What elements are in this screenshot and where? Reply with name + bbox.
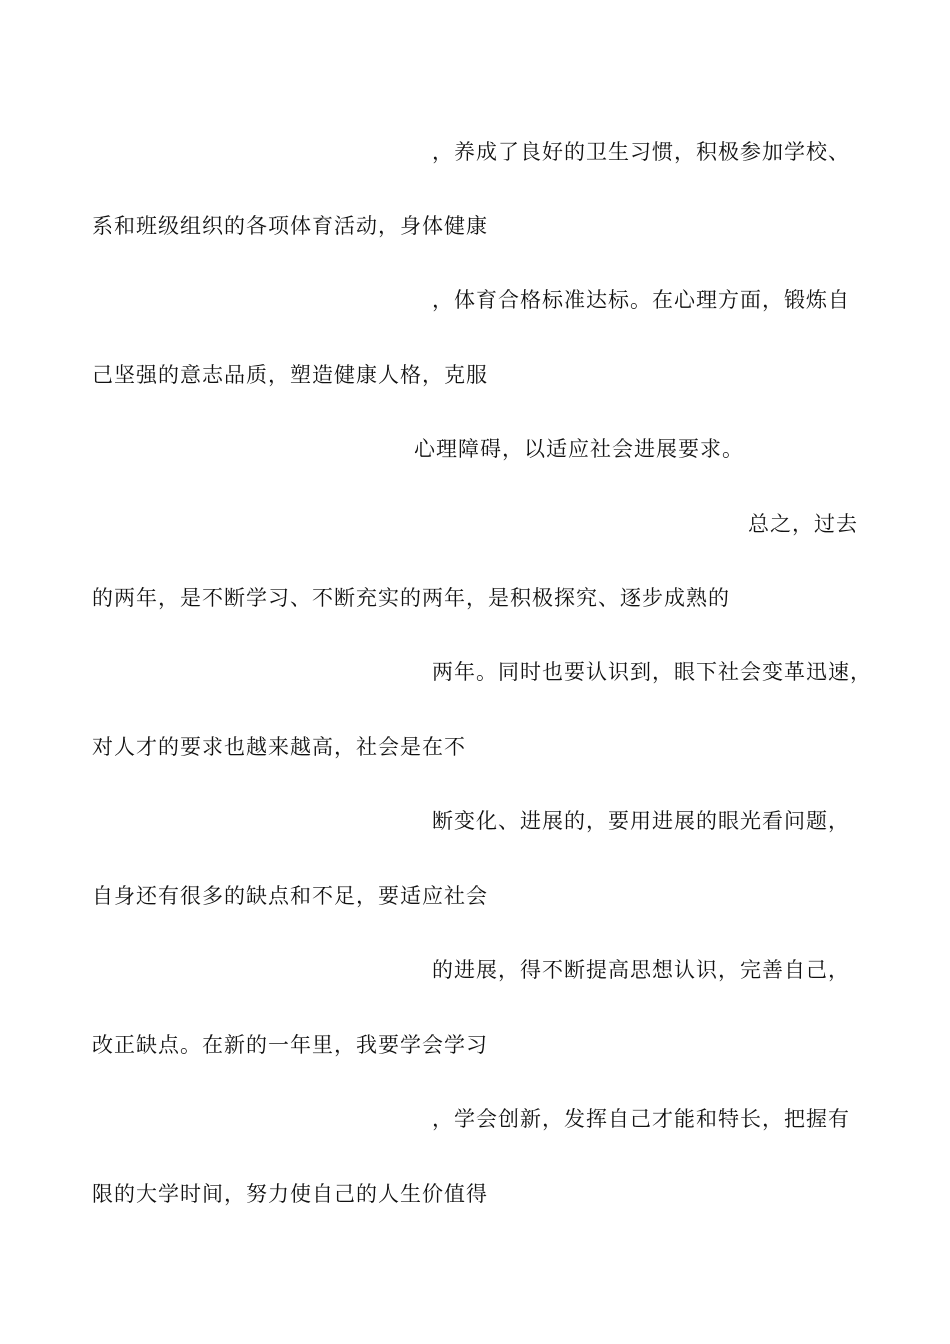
- text-line: 限的大学时间，努力使自己的人生价值得: [92, 1182, 488, 1206]
- text-line: 改正缺点。在新的一年里，我要学会学习: [92, 1033, 488, 1057]
- text-line: 心理障碍，以适应社会进展要求。: [414, 437, 744, 461]
- text-line: 自身还有很多的缺点和不足，要适应社会: [92, 884, 488, 908]
- text-line: ，体育合格标准达标。在心理方面，锻炼自: [432, 288, 850, 312]
- text-line: 己坚强的意志品质，塑造健康人格，克服: [92, 363, 488, 387]
- text-line: 的进展，得不断提高思想认识，完善自己，: [432, 958, 850, 982]
- text-line: 对人才的要求也越来越高，社会是在不: [92, 735, 466, 759]
- text-line: 断变化、进展的，要用进展的眼光看问题，: [432, 809, 850, 833]
- text-line: 的两年，是不断学习、不断充实的两年，是积极探究、逐步成熟的: [92, 586, 730, 610]
- text-line: 两年。同时也要认识到，眼下社会变革迅速，: [432, 660, 872, 684]
- text-line: 系和班级组织的各项体育活动，身体健康: [92, 214, 488, 238]
- text-line: ，养成了良好的卫生习惯，积极参加学校、: [432, 140, 850, 164]
- text-line: 总之，过去: [748, 512, 858, 536]
- text-line: ，学会创新，发挥自己才能和特长，把握有: [432, 1107, 850, 1131]
